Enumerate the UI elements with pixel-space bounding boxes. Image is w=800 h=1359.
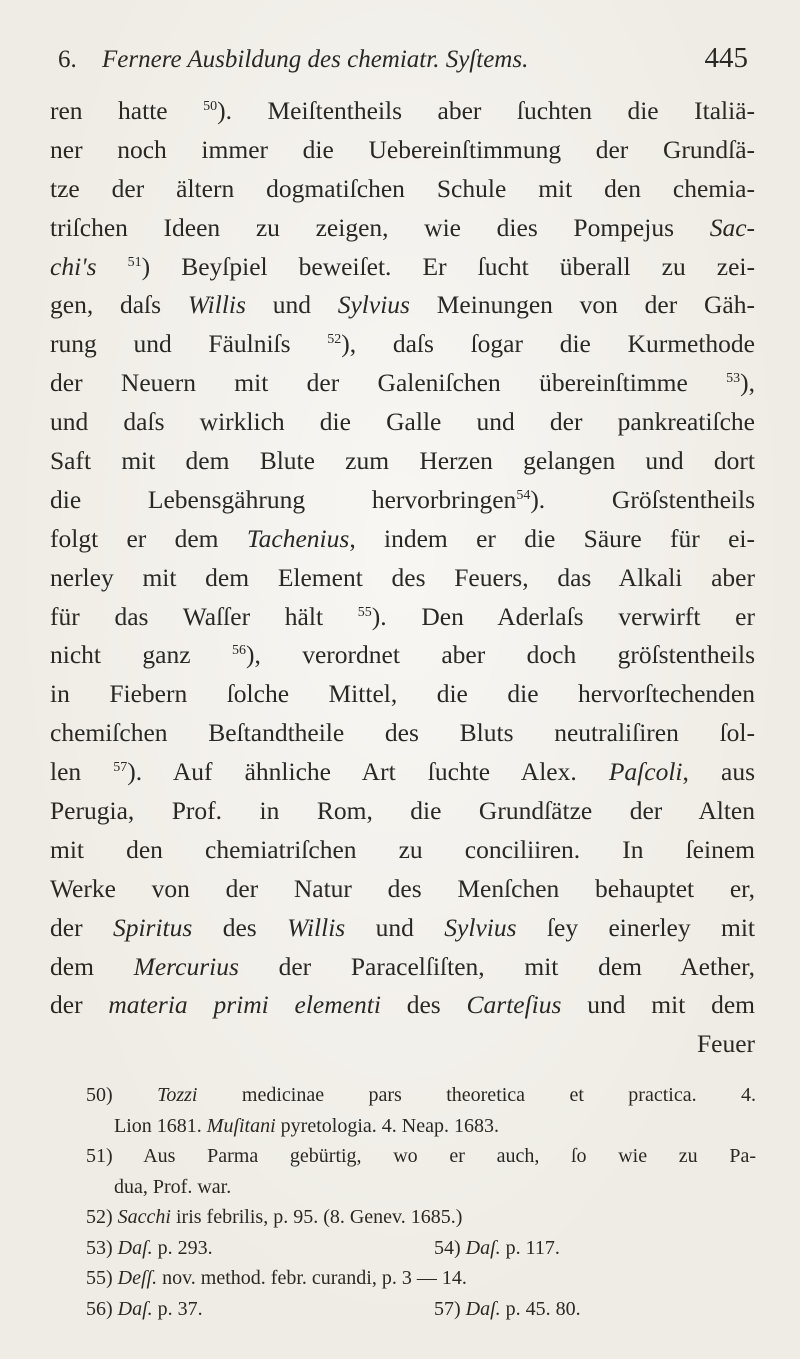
body-text bbox=[50, 92, 755, 1064]
text-line: mit den chemiatriſchen zu conciliiren. In ſeinem bbox=[50, 834, 755, 864]
italic-text: Sylvius bbox=[337, 290, 410, 320]
italic-text: Willis bbox=[187, 290, 246, 320]
footnote-ref: 51 bbox=[127, 254, 142, 270]
chapter-title: Fernere Ausbildung des chemiatr. Syſtems. bbox=[102, 46, 529, 73]
text-line: der Neuern mit der Galeniſchen übereinſtimme $^{53}$), bbox=[50, 368, 755, 398]
text-line: triſchen Ideen zu zeigen, wie dies Pompejus Sac- bbox=[50, 212, 755, 242]
footnotes bbox=[86, 1080, 756, 1324]
footnote-ref: 54 bbox=[516, 487, 531, 503]
italic-text: Carteſius bbox=[466, 990, 562, 1020]
footnote-ref: 53 bbox=[726, 371, 741, 387]
running-header bbox=[58, 42, 748, 82]
footnote-left: 53) Daſ. p. 293. bbox=[86, 1236, 213, 1259]
footnote-line: 50) Tozzi medicinae pars theoretica et practica. 4. bbox=[86, 1084, 756, 1106]
text-line: rung und Fäulniſs $^{52}$), daſs ſogar die Kurmethode bbox=[50, 329, 756, 359]
italic-text: Mercurius bbox=[133, 951, 239, 981]
text-line: dem Mercurius der Paracelſiſten, mit dem Aether, bbox=[50, 951, 756, 981]
text-line: der Spiritus des Willis und Sylvius ſey einerley mit bbox=[50, 912, 756, 942]
text-line: die Lebensgährung hervorbringen$^{54}$). Gröſstentheils bbox=[50, 484, 755, 514]
italic-text: Sylvius bbox=[444, 912, 517, 942]
footnote-ref: 56 bbox=[231, 643, 246, 659]
text-line: tze der ältern dogmatiſchen Schule mit den chemia- bbox=[50, 173, 755, 203]
italic-text: Muſitani bbox=[206, 1114, 276, 1137]
italic-text: Paſcoli bbox=[608, 757, 683, 787]
italic-text: chi's bbox=[50, 251, 97, 281]
text-line: nicht ganz $^{56}$), verordnet aber doch gröſstentheils bbox=[50, 640, 756, 670]
text-line: gen, daſs Willis und Sylvius Meinungen von der Gäh- bbox=[50, 290, 755, 320]
italic-text: Spiritus bbox=[112, 912, 193, 942]
text-line: len $^{57}$). Auf ähnliche Art ſuchte Alex. Paſcoli, aus bbox=[50, 757, 755, 787]
footnote-right: 57) Daſ. p. 45. 80. bbox=[434, 1297, 581, 1320]
text-line: nerley mit dem Element des Feuers, das Alkali aber bbox=[50, 562, 755, 592]
text-line: ren hatte $^{50}$). Meiſtentheils aber ſuchten die Italiä- bbox=[50, 96, 756, 125]
text-line: für das Waſſer hält $^{55}$). Den Aderlaſs verwirft er bbox=[50, 601, 755, 631]
text-line: chi's $^{51}$) Beyſpiel beweiſet. Er ſucht überall zu zei- bbox=[50, 251, 755, 281]
footnote-ref: 57 bbox=[113, 760, 128, 776]
text-line: der materia primi elementi des Carteſius und mit dem bbox=[50, 990, 755, 1020]
chapter-number: 6. bbox=[58, 46, 77, 73]
footnote-line bbox=[86, 1294, 756, 1325]
text-line: Feuer bbox=[696, 1029, 755, 1059]
footnote-line: 52) Sacchi iris febrilis, p. 95. (8. Genev. 1685.) bbox=[86, 1206, 463, 1228]
text-line: in Fiebern ſolche Mittel, die die hervorſtechenden bbox=[50, 679, 755, 709]
text-line: folgt er dem Tachenius, indem er die Säure für ei- bbox=[50, 523, 755, 553]
text-line: Saft mit dem Blute zum Herzen gelangen und dort bbox=[50, 446, 755, 476]
text-line: ner noch immer die Uebereinſtimmung der Grundſä- bbox=[50, 134, 755, 164]
italic-text: Willis bbox=[287, 912, 346, 942]
italic-text: Sac- bbox=[709, 212, 755, 242]
text-line: Werke von der Natur des Menſchen behauptet er, bbox=[50, 873, 755, 903]
footnote-ref: 52 bbox=[327, 332, 342, 348]
italic-text: Sacchi bbox=[117, 1206, 171, 1228]
footnote-line: dua, Prof. war. bbox=[114, 1175, 232, 1198]
italic-text: Deſſ. bbox=[117, 1267, 158, 1289]
text-line: Perugia, Prof. in Rom, die Grundſätze der Alten bbox=[50, 796, 755, 826]
italic-text: Tachenius bbox=[246, 523, 350, 553]
italic-text: materia primi elementi bbox=[108, 990, 381, 1020]
italic-text: Tozzi bbox=[157, 1084, 198, 1106]
footnote-line: 51) Aus Parma gebürtig, wo er auch, ſo wie zu Pa- bbox=[86, 1145, 756, 1167]
footnote-right: 54) Daſ. p. 117. bbox=[434, 1236, 560, 1259]
italic-text: Daſ. bbox=[117, 1297, 153, 1320]
footnote-left: 56) Daſ. p. 37. bbox=[86, 1297, 203, 1320]
footnote-ref: 50 bbox=[203, 99, 218, 114]
italic-text: Daſ. bbox=[465, 1297, 501, 1320]
footnote-line: 55) Deſſ. nov. method. febr. curandi, p. 3 — 14. bbox=[86, 1267, 467, 1289]
text-line: und daſs wirklich die Galle und der pankreatiſche bbox=[50, 407, 755, 437]
footnote-line bbox=[86, 1233, 756, 1264]
page-number: 445 bbox=[704, 42, 748, 74]
italic-text: Daſ. bbox=[465, 1236, 501, 1259]
footnote-line: Lion 1681. Muſitani pyretologia. 4. Neap. 1683. bbox=[114, 1114, 499, 1137]
footnote-ref: 55 bbox=[357, 604, 372, 620]
italic-text: Daſ. bbox=[117, 1236, 153, 1259]
text-line: chemiſchen Beſtandtheile des Bluts neutraliſiren ſol- bbox=[50, 718, 755, 748]
